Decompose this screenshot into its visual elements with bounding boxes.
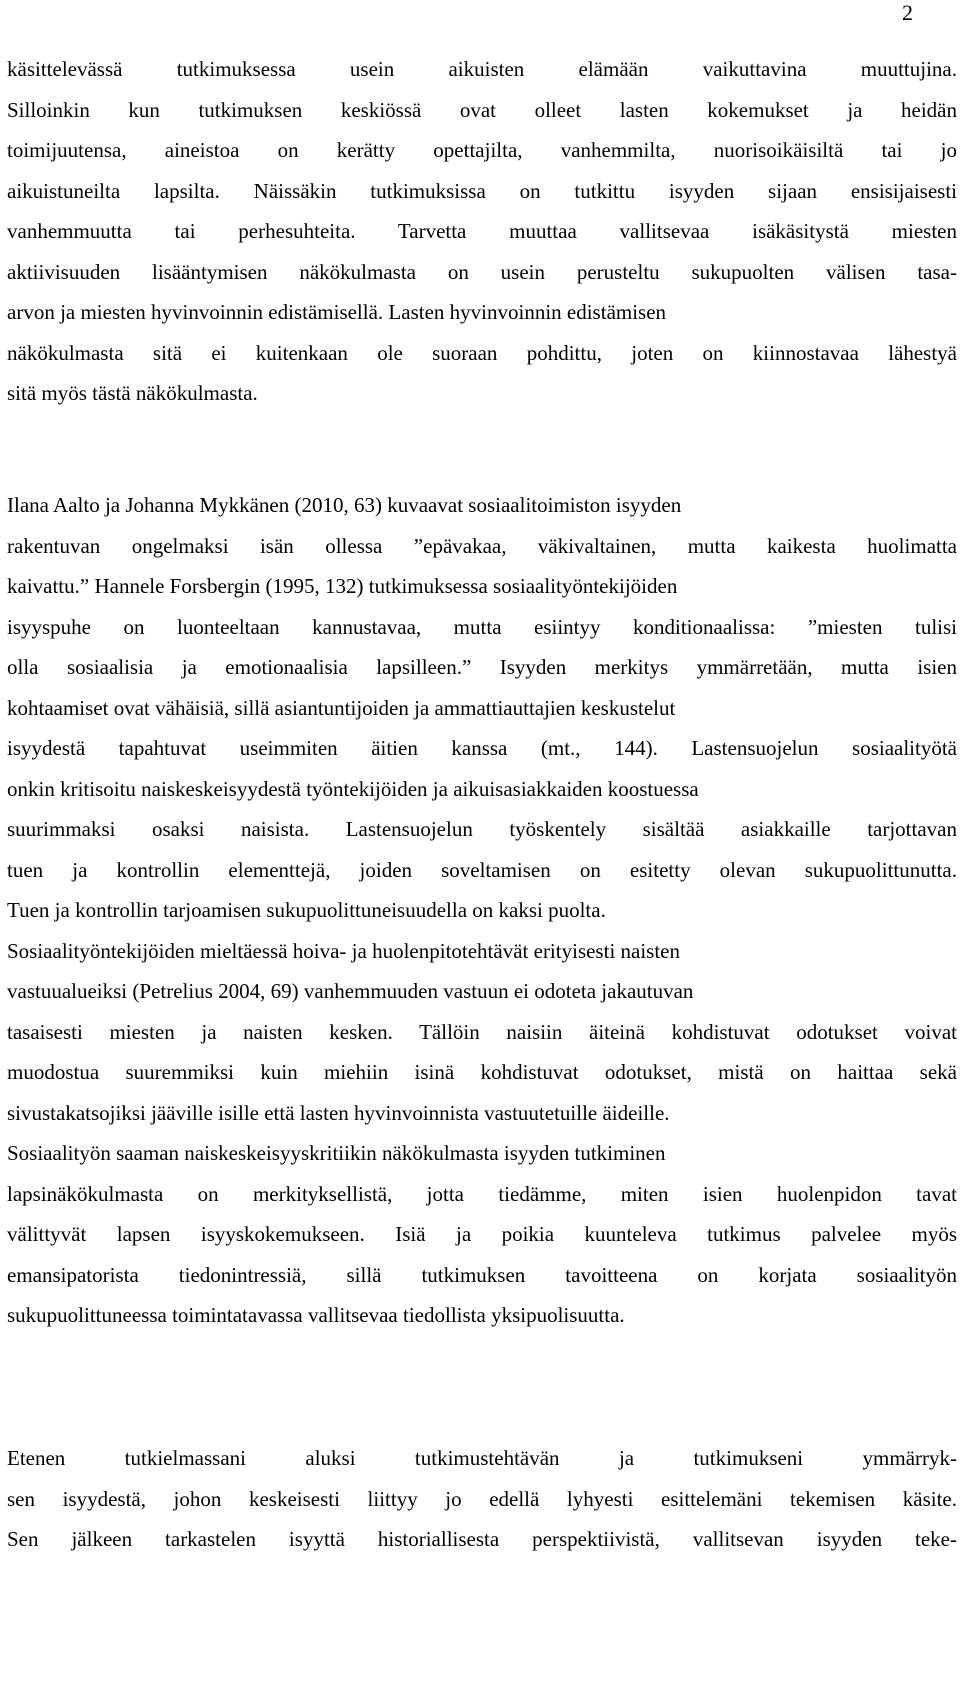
paragraph-2	[7, 485, 957, 1336]
text-line: sitä myös tästä näkökulmasta.	[7, 381, 258, 405]
text-line: kaivattu.” Hannele Forsbergin (1995, 132) tutkimuksessa sosiaalityöntekijöiden	[7, 574, 678, 598]
text-line: käsittelevässä tutkimuksessa usein aikuisten elämään vaikuttavina muuttujina.	[7, 57, 957, 81]
text-line: rakentuvan ongelmaksi isän ollessa ”epävakaa, väkivaltainen, mutta kaikesta huolimatta	[7, 533, 957, 558]
text-line: Sen jälkeen tarkastelen isyyttä historiallisesta perspektiivistä, vallitsevan isyyden teke-	[7, 1527, 957, 1551]
text-line: isyydestä tapahtuvat useimmiten äitien kanssa (mt., 144). Lastensuojelun sosiaalityötä	[7, 736, 957, 760]
text-line: tuen ja kontrollin elementtejä, joiden soveltamisen on esitetty olevan sukupuolittunutta.	[7, 857, 957, 882]
text-line: sivustakatsojiksi jääville isille että lasten hyvinvoinnista vastuutetuille äideille.	[7, 1100, 670, 1125]
text-line: Sosiaalityöntekijöiden mieltäessä hoiva- ja huolenpitotehtävät erityisesti naisten	[7, 938, 681, 963]
text-line: lapsinäkökulmasta on merkityksellistä, jotta tiedämme, miten isien huolenpidon tavat	[7, 1181, 957, 1206]
text-line: arvon ja miesten hyvinvoinnin edistämisellä. Lasten hyvinvoinnin edistämisen	[7, 300, 667, 324]
text-line: aktiivisuuden lisääntymisen näkökulmasta on usein perusteltu sukupuolten välisen tasa-	[7, 259, 957, 284]
text-line: suurimmaksi osaksi naisista. Lastensuojelun työskentely sisältää asiakkaille tarjottavan	[7, 817, 957, 841]
text-line: onkin kritisoitu naiskeskeisyydestä työntekijöiden ja aikuisasiakkaiden koostuessa	[7, 776, 699, 801]
text-line: olla sosiaalisia ja emotionaalisia lapsilleen.” Isyyden merkitys ymmärretään, mutta isien	[7, 655, 957, 679]
text-line: Sosiaalityön saaman naiskeskeisyyskritiikin näkökulmasta isyyden tutkiminen	[7, 1141, 666, 1165]
text-line: sukupuolittuneessa toimintatavassa vallitsevaa tiedollista yksipuolisuutta.	[7, 1303, 625, 1327]
text-line: Tuen ja kontrollin tarjoamisen sukupuolittuneisuudella on kaksi puolta.	[7, 898, 606, 922]
page-number: 2	[902, 0, 913, 25]
text-line: emansipatorista tiedonintressiä, sillä tutkimuksen tavoitteena on korjata sosiaalityön	[7, 1262, 957, 1287]
text-line: sen isyydestä, johon keskeisesti liittyy jo edellä lyhyesti esittelemäni tekemisen käsite.	[7, 1486, 957, 1511]
text-line: aikuistuneilta lapsilta. Näissäkin tutkimuksissa on tutkittu isyyden sijaan ensisijaisesti	[7, 178, 957, 203]
paragraph-1	[7, 49, 957, 414]
text-line: toimijuutensa, aineistoa on kerätty opettajilta, vanhemmilta, nuorisoikäisiltä tai jo	[7, 138, 957, 162]
paragraph-3	[7, 1438, 957, 1560]
text-line: Ilana Aalto ja Johanna Mykkänen (2010, 63) kuvaavat sosiaalitoimiston isyyden	[7, 493, 682, 517]
text-line: vastuualueiksi (Petrelius 2004, 69) vanhemmuuden vastuun ei odoteta jakautuvan	[7, 979, 694, 1003]
text-line: kohtaamiset ovat vähäisiä, sillä asiantuntijoiden ja ammattiauttajien keskustelut	[7, 695, 676, 720]
text-line: näkökulmasta sitä ei kuitenkaan ole suoraan pohdittu, joten on kiinnostavaa lähestyä	[7, 340, 957, 365]
text-line: Silloinkin kun tutkimuksen keskiössä ovat olleet lasten kokemukset ja heidän	[7, 97, 957, 122]
text-line: Etenen tutkielmassani aluksi tutkimustehtävän ja tutkimukseni ymmärryk-	[7, 1446, 957, 1470]
text-line: vanhemmuutta tai perhesuhteita. Tarvetta muuttaa vallitsevaa isäkäsitystä miesten	[7, 219, 957, 243]
text-line: tasaisesti miesten ja naisten kesken. Tällöin naisiin äiteinä kohdistuvat odotukset voivat	[7, 1019, 957, 1044]
text-line: isyyspuhe on luonteeltaan kannustavaa, mutta esiintyy konditionaalissa: ”miesten tulisi	[7, 614, 957, 639]
text-line: muodostua suuremmiksi kuin miehiin isinä kohdistuvat odotukset, mistä on haittaa sekä	[7, 1060, 957, 1084]
text-line: välittyvät lapsen isyyskokemukseen. Isiä ja poikia kuunteleva tutkimus palvelee myös	[7, 1222, 957, 1246]
